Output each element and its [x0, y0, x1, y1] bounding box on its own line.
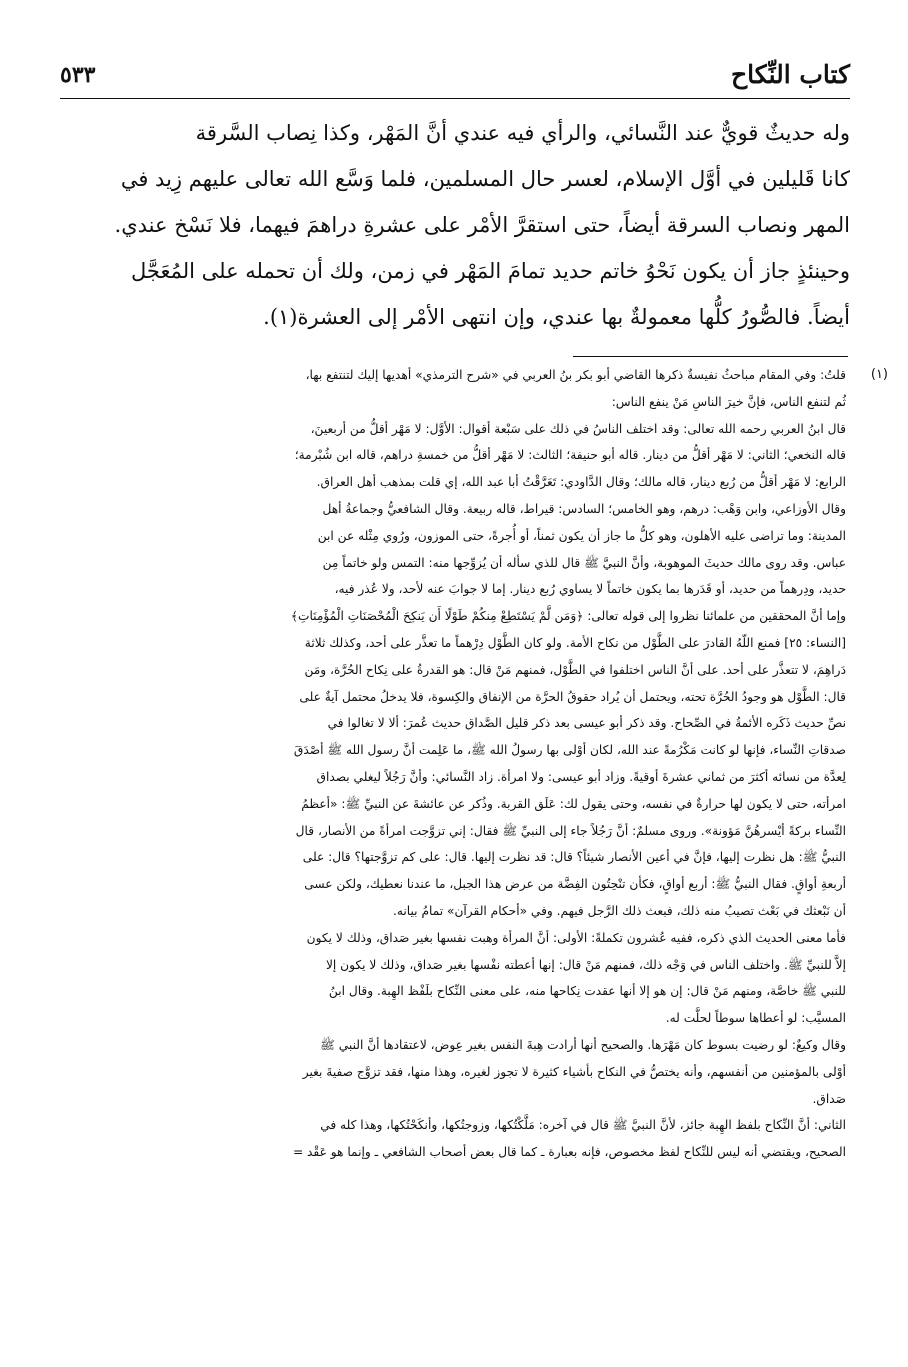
footnote-line: دَراهِمَ، لا تتعذَّر على أحد. على أنَّ الناس اختلفوا في الطَّوْل، فمنهم مَنْ قال: هو القدرةُ على نِكاح الحُرَّة، ومَن — [304, 662, 846, 677]
footnote-line: قال ابنُ العربي رحمه الله تعالى: وقد اختلف الناسُ في ذلك على سَبْعة أقوال: الأوَّل: لا مَهْر أقلُّ من أربعينَ، — [310, 421, 846, 436]
footnote-separator — [573, 356, 848, 357]
main-text-line: المهر ونصاب السرقة أيضاً، حتى استقرَّ الأمْر على عشرةِ دراهمَ فيهما، فلا نَسْخ عندي. — [114, 213, 850, 237]
main-text-line: وحينئذٍ جاز أن يكون نَحْوُ خاتم حديد تمامَ المَهْر في زمن، ولك أن تحمله على المُعَجَّل — [130, 259, 850, 283]
footnote-line: أن نَبْعثك في بَعْث تصيبُ منه ذلك، فبعث ذلك الرَّجل فيهم. وفي «أحكام القرآن» تمامُ بيانه. — [392, 903, 846, 918]
footnote-line: امرأته، حتى لا يكون لها حرارةٌ في نفسه، وحتى يقول لك: عَلَق القربة. وذُكر عن عائشةَ عن النبيِّ ﷺ: «أعظمُ — [301, 796, 846, 811]
footnote-line: صَداق. — [812, 1091, 846, 1106]
footnote-line: وقال الأوزاعي، وابن وَهْب: درهم، وهو الخامس؛ السادس: قيراط، قاله ربيعة. وقال الشافعيُّ وجماعةُ أهل — [322, 501, 846, 516]
footnote-line: أوْلى بالمؤمنين من أنفسهم، وأنه يختصُّ في النكاح بأشياء كثيرة لا تجوز لغيره، وهذا منها، فقد تزوَّج صفيةَ بغير — [302, 1064, 846, 1079]
footnote-line: قاله النخعي؛ الثاني: لا مَهْر أقلُّ من دينار. قاله أبو حنيفة؛ الثالث: لا مَهْر أقلُّ من خمسةِ دراهم، قاله ابن شُبْرمة؛ — [294, 448, 846, 463]
footnote-line: فأما معنى الحديث الذي ذكره، ففيه عُشرون تكملةً: الأولى: أنَّ المرأة وهبت نفسها بغير صَداق، وذلك لا يكون — [306, 930, 846, 945]
footnote-line: عباس. وقد روى مالك حديثَ الموهوبة، وأنَّ النبيَّ ﷺ قال للذي سأله أن يُزوِّجها منه: التمس ولو خاتماً مِن — [322, 555, 846, 570]
footnote-line: الصحيح، ويقتضي أنه ليس للنِّكاح لفظ مخصوص، فإنه بعبارة ـ كما قال بعض أصحاب الشافعي ـ وإنما هو عَقْد = — [292, 1145, 846, 1160]
footnote — [60, 362, 888, 1166]
footnote-line: قال: الطَّوْل هو وجودُ الحُرَّة تحته، ويحتمل أن يُراد حقوقُ الحرَّة من الإنفاق والكِسوة، فلا يدخلُ محتمل آيةٌ على — [299, 689, 846, 704]
footnote-line: الرابع: لا مَهْر أقلُّ من رُبع دينار، قاله مالك؛ وقال الدَّاودي: تَعَرَّقْتُ أبا عبد الله، إي قلت بمذهب أهل العراق. — [316, 475, 846, 490]
footnote-line: ثُم لتنفع الناس، فإنَّ خيرَ الناسِ مَنْ ينفع الناس: — [611, 394, 846, 409]
footnote-line: حديد، ودِرهماً من حديد، أو قَدَرها بما يكون خاتماً لا يساوي رُبع دينار. إما لا جوابَ عنه لأحد، ولا عُذر فيه، — [334, 582, 846, 597]
footnote-line: [النساء: ٢٥] فمنع اللّهُ القادرَ على الطَّوْل من نكاح الأمة. ولو كان الطَّوْل دِرْهماً ما تعذَّر على أحد، وكذلك ثلاثة — [304, 635, 846, 650]
footnote-marker: (١) — [870, 367, 888, 382]
main-text — [60, 110, 850, 340]
footnote-line: النِّساء بركةً أيْسرهُنَّ مَؤونة». وروى مسلمٌ: أنَّ رَجُلاً جاء إلى النبيِّ ﷺ فقال: إني تزوَّجت امرأةً من الأنصار، قال — [295, 823, 846, 838]
footnote-line: المدينة: وما تراضى عليه الأهلون، وهو كلُّ ما جاز أن يكون ثمناً، أو أُجرةً، حتى الموزون، ورُوي مِثْله عن ابن — [317, 528, 846, 543]
main-text-line: كانا قَليلين في أوَّل الإسلام، لعسر حال المسلمين، فلما وَسَّع الله تعالى عليهم زِيد في — [120, 167, 850, 191]
page-header — [60, 58, 850, 99]
footnote-line: وإما أنَّ المحققين من علمائنا نظروا إلى قوله تعالى: ﴿وَمَن لَّمْ يَسْتَطِعْ مِنكُمْ طَوْلًا أَن يَنكِحَ الْمُحْصَنَاتِ الْمُؤْمِنَاتِ﴾ — [290, 609, 846, 624]
footnote-line: قلتُ: وفي المقام مباحثُ نفيسةٌ ذكرها القاضي أبو بكر بنُ العربي في «شرح الترمذي» أهديها إليك لتنتفع بها، — [305, 368, 846, 382]
footnote-line: المسيَّب: لو أعطاها سوطاً لحلَّت له. — [665, 1011, 846, 1026]
running-title: كتاب النِّكاح — [731, 60, 850, 89]
page-number: ٥٣٣ — [60, 62, 96, 88]
footnote-line: للنبي ﷺ خاصَّة، ومنهم مَنْ قال: إن هو إلا أنها عقدت نِكاحها منه، على معنى النِّكاح بلَفْظ الهِبة. وقال ابنُ — [328, 984, 846, 999]
footnote-line: نصِّ حديث ذَكَره الأئمةُ في الصِّحاح. وقد ذكر أبو عيسى بعد ذكر قليل الصَّداق حديث عُمرَ: ألا لا تغالوا في — [327, 716, 846, 731]
footnote-line: الثاني: أنَّ النِّكاح بلفظ الهِبة جائز، لأنَّ النبيَّ ﷺ قال في آخره: مَلَّكْتُكها، وزوجتُكها، وأنكَحْتُكها، وهذا كله في — [320, 1118, 846, 1133]
footnote-line: صدقاتِ النِّساء، فإنها لو كانت مَكْرُمةً عند الله، لكان أوْلى بها رسولُ الله ﷺ، ما عَلِمت أنَّ رسول الله ﷺ أصْدَقَ — [293, 743, 846, 758]
footnote-line: النبيُّ ﷺ: هل نظرت إليها، فإنَّ في أعين الأنصار شيئاً؟ قال: قد نظرت إليها. قال: على كم تزوَّجتها؟ قال: على — [302, 850, 846, 865]
footnote-line: إلاَّ للنبيِّ ﷺ. واختلف الناس في وَجْه ذلك، فمنهم مَنْ قال: إنها أعطته نفْسها بغير صَداق، وذلك لا يكون إلا — [325, 957, 846, 972]
footnote-body — [60, 362, 846, 1166]
footnote-line: وقال وكيعٌ: لو رضيت بسوط كان مَهْرَها. والصحيح أنها أرادت هِبةَ النفس بغير عِوض، لاعتقادها أنَّ النبي ﷺ — [320, 1037, 846, 1052]
footnote-line: أربعةِ أواقٍ. فقال النبيُّ ﷺ: أربع أواقٍ، فكأن تنْحِتُون الفِضَّة من عرض هذا الجبل، ما عندنا نعطيك، ولكن عسى — [304, 877, 846, 892]
main-text-line: وله حديثٌ قويٌّ عند النَّسائي، والرأي فيه عندي أنَّ المَهْر، وكذا نِصاب السَّرقة — [195, 121, 850, 145]
main-text-line: أيضاً. فالصُّورُ كلُّها معمولةٌ بها عندي، وإن انتهى الأمْر إلى العشرة(١). — [263, 305, 850, 329]
footnote-line: لِعدَّة من نسائه أكثرَ من ثماني عشرةَ أوقيةً. وزاد أبو عيسى: ولا امرأة. زاد النَّسائي: وأنَّ رَجُلاً ليغلي بصداق — [316, 769, 846, 784]
